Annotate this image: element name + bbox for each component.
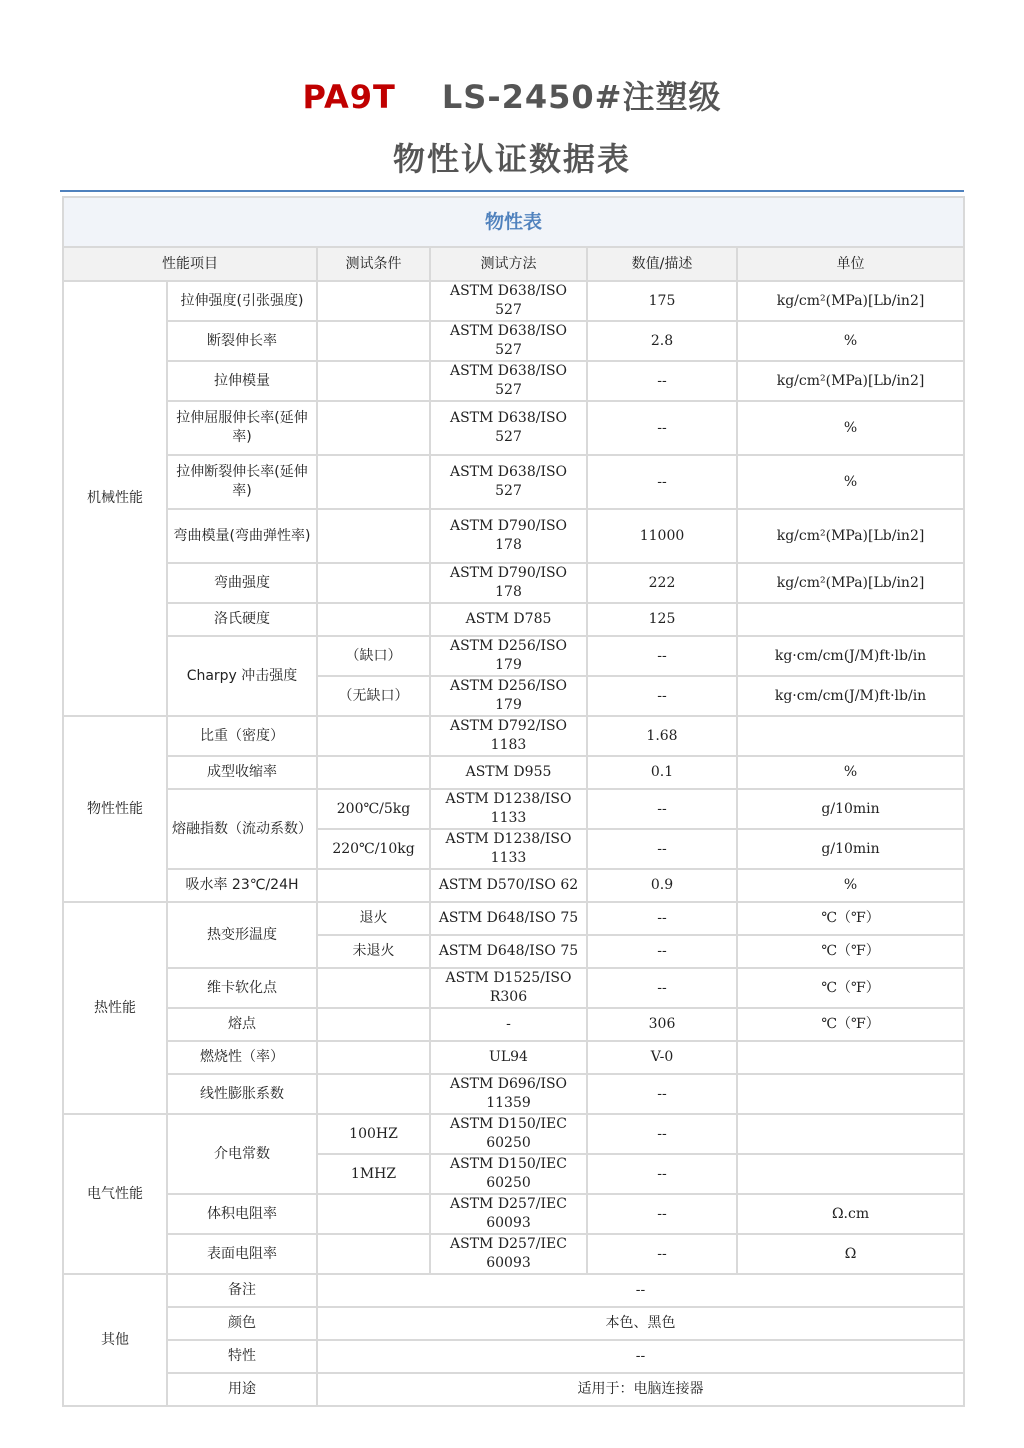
method-cell: ASTM D1238/ISO 1133 xyxy=(430,789,587,829)
table-row xyxy=(63,361,964,401)
method-cell: ASTM D638/ISO 527 xyxy=(430,455,587,509)
column-header: 单位 xyxy=(737,247,964,281)
item-cell: 表面电阻率 xyxy=(167,1234,317,1274)
unit-cell xyxy=(737,1114,964,1154)
unit-cell: kg·cm/cm(J/M)ft·lb/in xyxy=(737,676,964,716)
column-header: 测试方法 xyxy=(430,247,587,281)
table-row xyxy=(63,756,964,789)
table-row xyxy=(63,563,964,603)
value-cell: -- xyxy=(587,676,737,716)
value-cell: -- xyxy=(587,1074,737,1114)
item-cell: 弯曲强度 xyxy=(167,563,317,603)
value-cell: -- xyxy=(587,455,737,509)
table-row xyxy=(63,401,964,455)
condition-cell: 退火 xyxy=(317,902,430,935)
method-cell: ASTM D638/ISO 527 xyxy=(430,361,587,401)
unit-cell: % xyxy=(737,321,964,361)
condition-cell xyxy=(317,361,430,401)
method-cell: ASTM D257/IEC 60093 xyxy=(430,1194,587,1234)
table-row xyxy=(63,789,964,829)
unit-cell xyxy=(737,603,964,636)
value-cell: -- xyxy=(587,1234,737,1274)
condition-cell xyxy=(317,603,430,636)
column-header-row xyxy=(63,247,964,281)
table-row xyxy=(63,1340,964,1373)
item-cell: 断裂伸长率 xyxy=(167,321,317,361)
value-cell: V-0 xyxy=(587,1041,737,1074)
condition-cell xyxy=(317,1074,430,1114)
unit-cell: ℃（℉） xyxy=(737,935,964,968)
unit-cell xyxy=(737,1041,964,1074)
condition-cell xyxy=(317,563,430,603)
unit-cell: g/10min xyxy=(737,789,964,829)
unit-cell: kg/cm²(MPa)[Lb/in2] xyxy=(737,361,964,401)
unit-cell: % xyxy=(737,401,964,455)
unit-cell xyxy=(737,1074,964,1114)
condition-cell: 200℃/5kg xyxy=(317,789,430,829)
condition-cell xyxy=(317,968,430,1008)
table-row xyxy=(63,603,964,636)
method-cell: ASTM D638/ISO 527 xyxy=(430,281,587,321)
item-cell: 弯曲模量(弯曲弹性率) xyxy=(167,509,317,563)
unit-cell xyxy=(737,716,964,756)
item-cell: 比重（密度） xyxy=(167,716,317,756)
value-cell: 适用于：电脑连接器 xyxy=(317,1373,964,1406)
item-cell: 维卡软化点 xyxy=(167,968,317,1008)
unit-cell: kg/cm²(MPa)[Lb/in2] xyxy=(737,563,964,603)
value-cell: 0.1 xyxy=(587,756,737,789)
brand-name: PA9T xyxy=(302,78,396,116)
condition-cell xyxy=(317,321,430,361)
item-cell: 拉伸屈服伸长率(延伸率) xyxy=(167,401,317,455)
table-row xyxy=(63,281,964,321)
condition-cell: （无缺口） xyxy=(317,676,430,716)
item-cell: 热变形温度 xyxy=(167,902,317,968)
table-row xyxy=(63,1234,964,1274)
condition-cell xyxy=(317,401,430,455)
value-cell: -- xyxy=(587,636,737,676)
table-heading: 物性表 xyxy=(63,197,964,247)
table-row xyxy=(63,1041,964,1074)
column-header: 性能项目 xyxy=(63,247,317,281)
value-cell: -- xyxy=(587,1114,737,1154)
method-cell: ASTM D256/ISO 179 xyxy=(430,676,587,716)
unit-cell: ℃（℉） xyxy=(737,1008,964,1041)
item-cell: 洛氏硬度 xyxy=(167,603,317,636)
condition-cell: 未退火 xyxy=(317,935,430,968)
item-cell: 用途 xyxy=(167,1373,317,1406)
method-cell: UL94 xyxy=(430,1041,587,1074)
item-cell: 颜色 xyxy=(167,1307,317,1340)
unit-cell: ℃（℉） xyxy=(737,968,964,1008)
method-cell: ASTM D790/ISO 178 xyxy=(430,563,587,603)
item-cell: 备注 xyxy=(167,1274,317,1307)
unit-cell: Ω xyxy=(737,1234,964,1274)
value-cell: 11000 xyxy=(587,509,737,563)
unit-cell: kg·cm/cm(J/M)ft·lb/in xyxy=(737,636,964,676)
table-row xyxy=(63,509,964,563)
condition-cell xyxy=(317,1041,430,1074)
method-cell: ASTM D150/IEC 60250 xyxy=(430,1154,587,1194)
unit-cell: g/10min xyxy=(737,829,964,869)
condition-cell xyxy=(317,1234,430,1274)
condition-cell xyxy=(317,509,430,563)
property-table xyxy=(62,196,965,1407)
item-cell: 特性 xyxy=(167,1340,317,1373)
unit-cell xyxy=(737,1154,964,1194)
item-cell: 熔融指数（流动系数） xyxy=(167,789,317,869)
value-cell: -- xyxy=(587,935,737,968)
method-cell: ASTM D256/ISO 179 xyxy=(430,636,587,676)
value-cell: 本色、黑色 xyxy=(317,1307,964,1340)
item-cell: 拉伸模量 xyxy=(167,361,317,401)
table-row xyxy=(63,716,964,756)
value-cell: -- xyxy=(587,789,737,829)
condition-cell: 220℃/10kg xyxy=(317,829,430,869)
condition-cell xyxy=(317,1008,430,1041)
unit-cell: % xyxy=(737,756,964,789)
condition-cell xyxy=(317,1194,430,1234)
table-row xyxy=(63,902,964,935)
value-cell: 125 xyxy=(587,603,737,636)
method-cell: ASTM D150/IEC 60250 xyxy=(430,1114,587,1154)
table-row xyxy=(63,1307,964,1340)
table-row xyxy=(63,1074,964,1114)
method-cell: ASTM D638/ISO 527 xyxy=(430,321,587,361)
column-header: 数值/描述 xyxy=(587,247,737,281)
column-header: 测试条件 xyxy=(317,247,430,281)
method-cell: ASTM D638/ISO 527 xyxy=(430,401,587,455)
value-cell: 0.9 xyxy=(587,869,737,902)
method-cell: ASTM D790/ISO 178 xyxy=(430,509,587,563)
item-cell: 拉伸强度(引张强度) xyxy=(167,281,317,321)
method-cell: ASTM D785 xyxy=(430,603,587,636)
table-row xyxy=(63,455,964,509)
method-cell: ASTM D648/ISO 75 xyxy=(430,902,587,935)
table-row xyxy=(63,1114,964,1154)
value-cell: -- xyxy=(587,902,737,935)
condition-cell xyxy=(317,455,430,509)
value-cell: -- xyxy=(587,361,737,401)
category-cell: 电气性能 xyxy=(63,1114,167,1274)
method-cell: ASTM D257/IEC 60093 xyxy=(430,1234,587,1274)
item-cell: 介电常数 xyxy=(167,1114,317,1194)
condition-cell xyxy=(317,281,430,321)
value-cell: -- xyxy=(587,401,737,455)
condition-cell: 100HZ xyxy=(317,1114,430,1154)
value-cell: 222 xyxy=(587,563,737,603)
condition-cell xyxy=(317,869,430,902)
method-cell: ASTM D792/ISO 1183 xyxy=(430,716,587,756)
unit-cell: ℃（℉） xyxy=(737,902,964,935)
model-name: LS-2450#注塑级 xyxy=(441,78,722,116)
document-subtitle: 物性认证数据表 xyxy=(392,140,631,178)
category-cell: 其他 xyxy=(63,1274,167,1406)
value-cell: 175 xyxy=(587,281,737,321)
item-cell: 成型收缩率 xyxy=(167,756,317,789)
value-cell: -- xyxy=(587,1154,737,1194)
category-cell: 物性性能 xyxy=(63,716,167,902)
table-row xyxy=(63,968,964,1008)
item-cell: 体积电阻率 xyxy=(167,1194,317,1234)
unit-cell: kg/cm²(MPa)[Lb/in2] xyxy=(737,281,964,321)
document-title xyxy=(0,72,1024,118)
method-cell: ASTM D1525/ISO R306 xyxy=(430,968,587,1008)
item-cell: Charpy 冲击强度 xyxy=(167,636,317,716)
item-cell: 吸水率 23℃/24H xyxy=(167,869,317,902)
method-cell: - xyxy=(430,1008,587,1041)
table-row xyxy=(63,321,964,361)
value-cell: -- xyxy=(317,1340,964,1373)
value-cell: -- xyxy=(317,1274,964,1307)
table-row xyxy=(63,1008,964,1041)
method-cell: ASTM D570/ISO 62 xyxy=(430,869,587,902)
unit-cell: Ω.cm xyxy=(737,1194,964,1234)
value-cell: -- xyxy=(587,829,737,869)
item-cell: 熔点 xyxy=(167,1008,317,1041)
value-cell: -- xyxy=(587,968,737,1008)
method-cell: ASTM D955 xyxy=(430,756,587,789)
table-row xyxy=(63,1194,964,1234)
table-row xyxy=(63,1274,964,1307)
condition-cell xyxy=(317,756,430,789)
value-cell: 1.68 xyxy=(587,716,737,756)
unit-cell: % xyxy=(737,869,964,902)
category-cell: 机械性能 xyxy=(63,281,167,716)
unit-cell: % xyxy=(737,455,964,509)
unit-cell: kg/cm²(MPa)[Lb/in2] xyxy=(737,509,964,563)
condition-cell xyxy=(317,716,430,756)
value-cell: 2.8 xyxy=(587,321,737,361)
method-cell: ASTM D1238/ISO 1133 xyxy=(430,829,587,869)
table-row xyxy=(63,1373,964,1406)
item-cell: 拉伸断裂伸长率(延伸率) xyxy=(167,455,317,509)
item-cell: 燃烧性（率） xyxy=(167,1041,317,1074)
value-cell: -- xyxy=(587,1194,737,1234)
method-cell: ASTM D696/ISO 11359 xyxy=(430,1074,587,1114)
item-cell: 线性膨胀系数 xyxy=(167,1074,317,1114)
condition-cell: （缺口） xyxy=(317,636,430,676)
condition-cell: 1MHZ xyxy=(317,1154,430,1194)
table-row xyxy=(63,636,964,676)
value-cell: 306 xyxy=(587,1008,737,1041)
table-row xyxy=(63,869,964,902)
method-cell: ASTM D648/ISO 75 xyxy=(430,935,587,968)
category-cell: 热性能 xyxy=(63,902,167,1114)
title-divider xyxy=(60,190,964,192)
